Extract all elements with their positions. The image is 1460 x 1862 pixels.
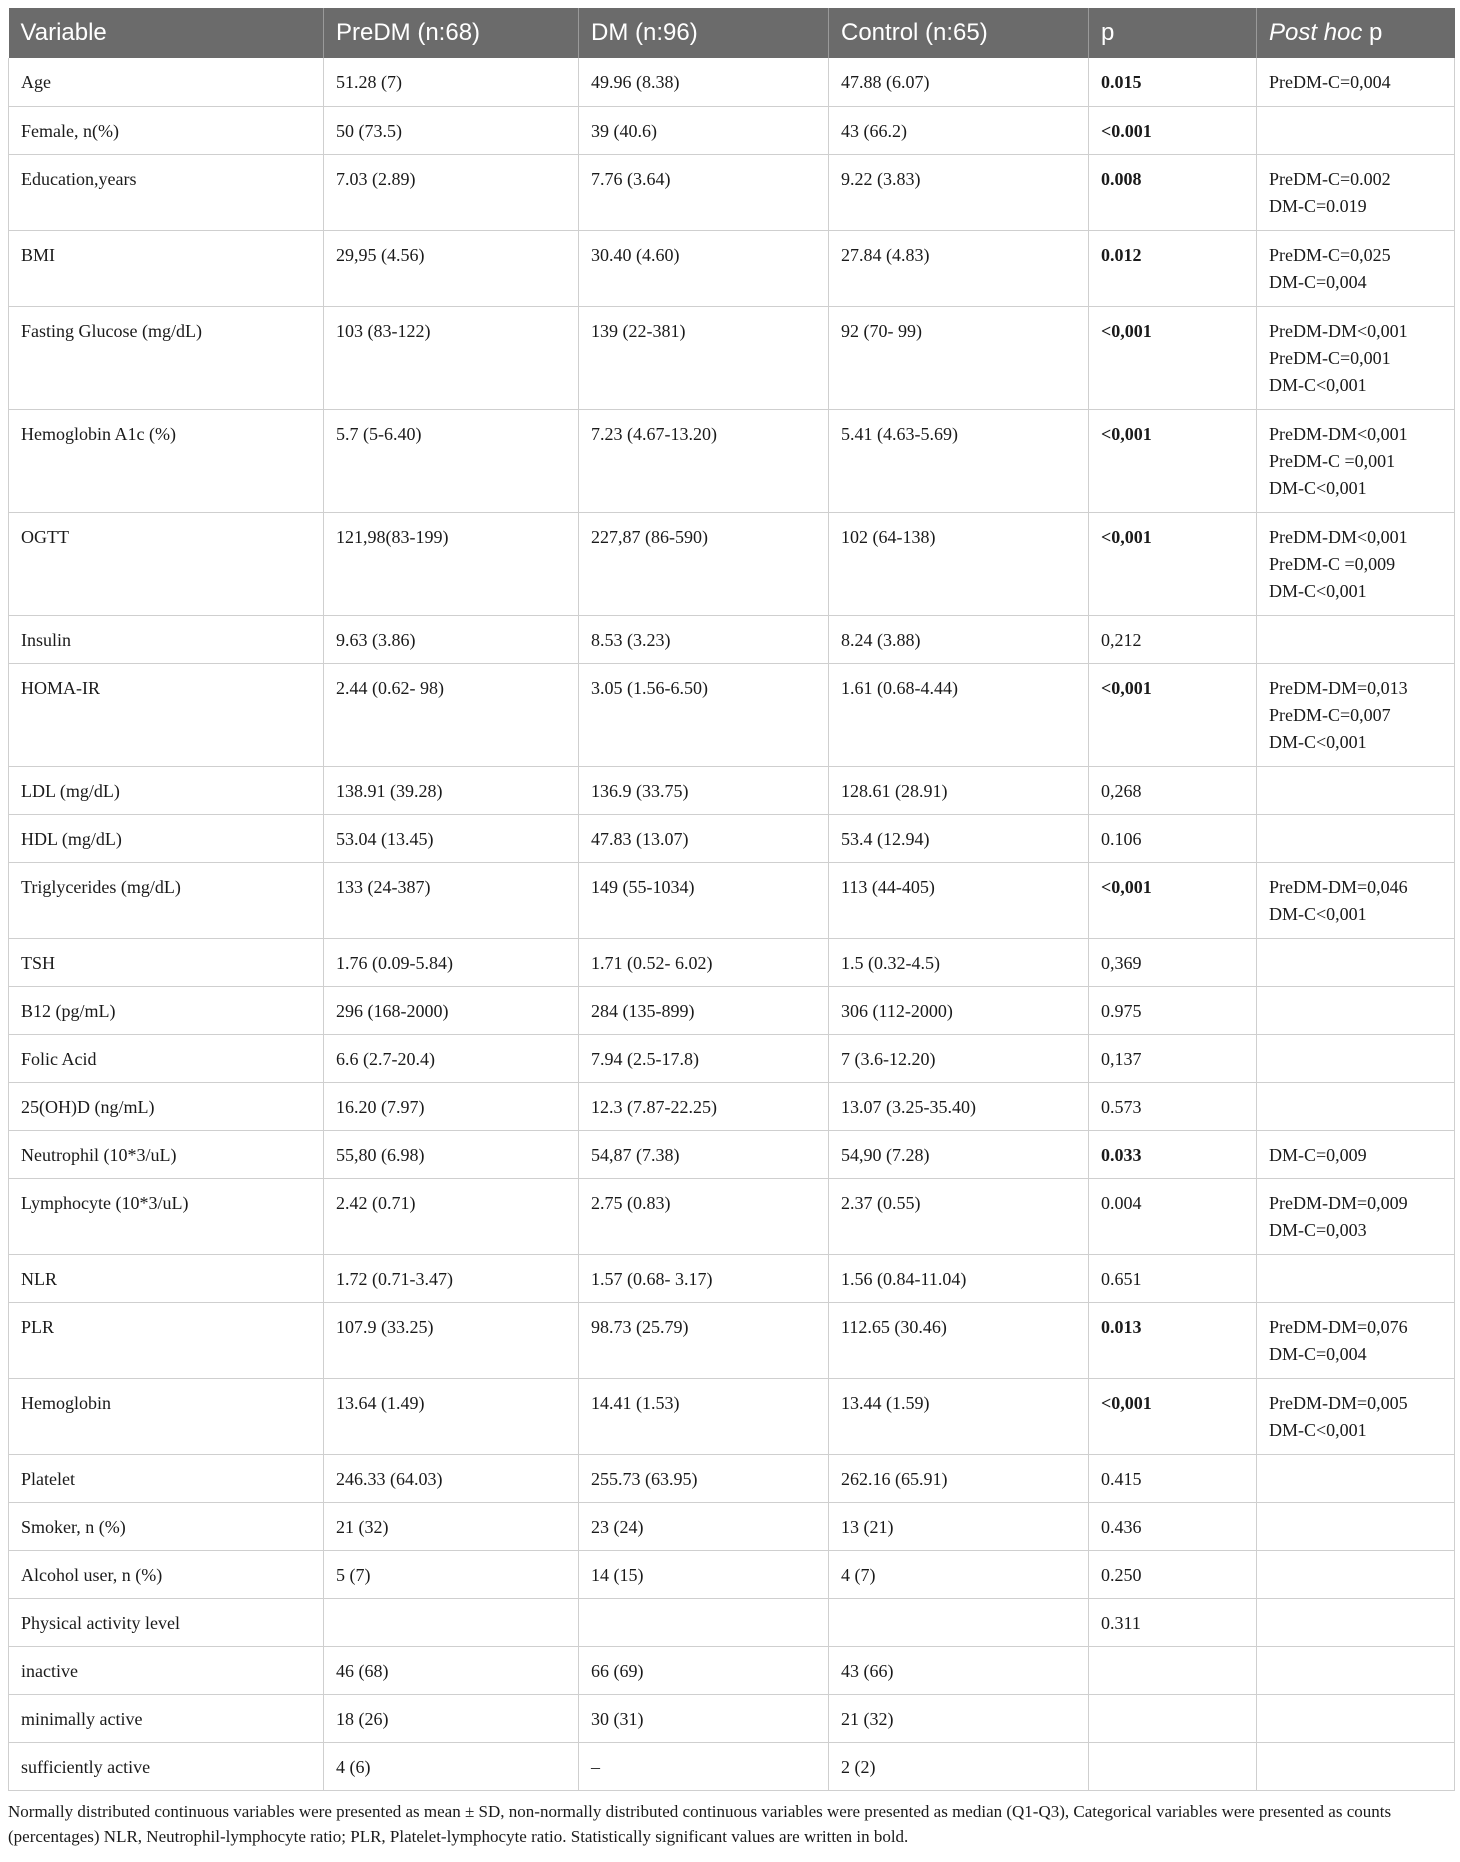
cell-dm: 98.73 (25.79) [579,1302,829,1378]
post-hoc-line: DM-C=0.019 [1269,195,1367,216]
cell-variable: minimally active [9,1694,324,1742]
table-row [9,1254,1455,1302]
cell-post-hoc [1257,306,1455,409]
post-hoc-line: DM-C<0,001 [1269,1419,1367,1440]
post-hoc-line: DM-C=0,004 [1269,1343,1367,1364]
cell-post-hoc [1257,615,1455,663]
cell-predm: 18 (26) [324,1694,579,1742]
table-row [9,1646,1455,1694]
cell-variable: Folic Acid [9,1034,324,1082]
cell-predm: 51.28 (7) [324,58,579,106]
cell-dm: 66 (69) [579,1646,829,1694]
cell-p: 0.573 [1089,1082,1257,1130]
cell-variable: Alcohol user, n (%) [9,1550,324,1598]
cell-predm: 29,95 (4.56) [324,230,579,306]
cell-control: 102 (64-138) [829,512,1089,615]
cell-predm: 103 (83-122) [324,306,579,409]
cell-predm: 21 (32) [324,1502,579,1550]
cell-post-hoc [1257,1302,1455,1378]
post-hoc-line: PreDM-C=0,001 [1269,347,1391,368]
cell-variable: HOMA-IR [9,663,324,766]
cell-p: <0,001 [1089,1378,1257,1454]
cell-p: <0,001 [1089,512,1257,615]
cell-dm: 227,87 (86-590) [579,512,829,615]
cell-control: 1.5 (0.32-4.5) [829,938,1089,986]
table-row [9,230,1455,306]
cell-predm: 133 (24-387) [324,862,579,938]
results-table [8,8,1455,1791]
header-post-hoc [1257,8,1455,58]
post-hoc-line: PreDM-DM<0,001 [1269,423,1408,444]
table-row [9,814,1455,862]
cell-p: 0.012 [1089,230,1257,306]
cell-control: 306 (112-2000) [829,986,1089,1034]
table-row [9,1302,1455,1378]
cell-p: 0.004 [1089,1178,1257,1254]
cell-post-hoc [1257,230,1455,306]
cell-variable: Physical activity level [9,1598,324,1646]
cell-predm: 5.7 (5-6.40) [324,409,579,512]
cell-dm: 30 (31) [579,1694,829,1742]
cell-dm [579,1598,829,1646]
cell-dm: 14.41 (1.53) [579,1378,829,1454]
cell-p: 0.436 [1089,1502,1257,1550]
post-hoc-line: PreDM-DM=0,005 [1269,1392,1408,1413]
cell-predm: 4 (6) [324,1742,579,1790]
cell-post-hoc [1257,1598,1455,1646]
cell-post-hoc [1257,1550,1455,1598]
cell-p: 0.033 [1089,1130,1257,1178]
cell-variable: Triglycerides (mg/dL) [9,862,324,938]
cell-predm: 138.91 (39.28) [324,766,579,814]
table-header-row [9,8,1455,58]
cell-variable: Education,years [9,154,324,230]
cell-control: 13 (21) [829,1502,1089,1550]
table-body [9,58,1455,1790]
header-predm: PreDM (n:68) [324,8,579,58]
cell-variable: TSH [9,938,324,986]
cell-p: 0.013 [1089,1302,1257,1378]
cell-dm: – [579,1742,829,1790]
post-hoc-line: DM-C=0,003 [1269,1219,1367,1240]
cell-post-hoc [1257,154,1455,230]
post-hoc-line: DM-C<0,001 [1269,580,1367,601]
cell-p: 0.651 [1089,1254,1257,1302]
cell-control [829,1598,1089,1646]
cell-p [1089,1694,1257,1742]
table-row [9,1178,1455,1254]
cell-predm: 2.42 (0.71) [324,1178,579,1254]
cell-variable: BMI [9,230,324,306]
cell-control: 21 (32) [829,1694,1089,1742]
cell-control: 27.84 (4.83) [829,230,1089,306]
post-hoc-line: PreDM-C =0,009 [1269,553,1396,574]
cell-predm: 2.44 (0.62- 98) [324,663,579,766]
cell-control: 43 (66.2) [829,106,1089,154]
cell-p: 0.311 [1089,1598,1257,1646]
cell-variable: Lymphocyte (10*3/uL) [9,1178,324,1254]
table-row [9,1742,1455,1790]
cell-dm: 1.71 (0.52- 6.02) [579,938,829,986]
table-row [9,106,1455,154]
cell-dm: 2.75 (0.83) [579,1178,829,1254]
header-dm: DM (n:96) [579,8,829,58]
cell-post-hoc [1257,1178,1455,1254]
cell-predm: 121,98(83-199) [324,512,579,615]
post-hoc-line: DM-C=0,004 [1269,271,1367,292]
table-row [9,1034,1455,1082]
cell-p: <0.001 [1089,106,1257,154]
cell-control: 1.56 (0.84-11.04) [829,1254,1089,1302]
cell-post-hoc [1257,409,1455,512]
cell-p [1089,1646,1257,1694]
cell-variable: Platelet [9,1454,324,1502]
post-hoc-line: PreDM-DM<0,001 [1269,526,1408,547]
cell-predm: 50 (73.5) [324,106,579,154]
cell-predm: 107.9 (33.25) [324,1302,579,1378]
cell-p: 0.106 [1089,814,1257,862]
cell-control: 262.16 (65.91) [829,1454,1089,1502]
table-footnote: Normally distributed continuous variables were presented as mean ± SD, non-normally distributed continuous variables were presented as median (Q1-Q3), Categorical variables were presented as counts (percentages) NLR, Neutrophil-lymphocyte ratio; PLR, Platelet-lymphocyte ratio. Statistically significant values are written in bold. [8,1801,1392,1846]
cell-control: 13.44 (1.59) [829,1378,1089,1454]
cell-predm: 53.04 (13.45) [324,814,579,862]
table-row [9,1502,1455,1550]
cell-dm: 23 (24) [579,1502,829,1550]
cell-p [1089,1742,1257,1790]
cell-variable: Neutrophil (10*3/uL) [9,1130,324,1178]
header-variable: Variable [9,8,324,58]
cell-post-hoc [1257,1646,1455,1694]
table-row [9,663,1455,766]
cell-predm: 7.03 (2.89) [324,154,579,230]
cell-post-hoc [1257,58,1455,106]
post-hoc-line: PreDM-C=0,004 [1269,72,1391,92]
cell-post-hoc [1257,986,1455,1034]
table-row [9,1378,1455,1454]
cell-control: 5.41 (4.63-5.69) [829,409,1089,512]
cell-post-hoc [1257,1454,1455,1502]
cell-control: 9.22 (3.83) [829,154,1089,230]
cell-predm: 55,80 (6.98) [324,1130,579,1178]
table-row [9,986,1455,1034]
cell-post-hoc [1257,1034,1455,1082]
cell-p: 0.250 [1089,1550,1257,1598]
cell-p: 0.415 [1089,1454,1257,1502]
cell-p: 0,268 [1089,766,1257,814]
table-row [9,1130,1455,1178]
cell-variable: inactive [9,1646,324,1694]
table-row [9,512,1455,615]
cell-post-hoc [1257,106,1455,154]
cell-variable: NLR [9,1254,324,1302]
cell-predm: 6.6 (2.7-20.4) [324,1034,579,1082]
cell-post-hoc [1257,814,1455,862]
cell-predm: 46 (68) [324,1646,579,1694]
cell-control: 112.65 (30.46) [829,1302,1089,1378]
table-row [9,862,1455,938]
cell-post-hoc [1257,938,1455,986]
cell-control: 53.4 (12.94) [829,814,1089,862]
post-hoc-line: PreDM-DM<0,001 [1269,320,1408,341]
cell-p: <0,001 [1089,862,1257,938]
cell-control: 47.88 (6.07) [829,58,1089,106]
cell-predm: 13.64 (1.49) [324,1378,579,1454]
post-hoc-line: PreDM-C=0.002 [1269,168,1391,189]
cell-variable: HDL (mg/dL) [9,814,324,862]
cell-variable: OGTT [9,512,324,615]
cell-post-hoc [1257,862,1455,938]
table-row [9,1454,1455,1502]
cell-variable: 25(OH)D (ng/mL) [9,1082,324,1130]
cell-dm: 49.96 (8.38) [579,58,829,106]
cell-variable: Hemoglobin [9,1378,324,1454]
table-row [9,154,1455,230]
cell-variable: sufficiently active [9,1742,324,1790]
cell-dm: 7.76 (3.64) [579,154,829,230]
cell-variable: LDL (mg/dL) [9,766,324,814]
cell-variable: Fasting Glucose (mg/dL) [9,306,324,409]
post-hoc-line: PreDM-DM=0,009 [1269,1192,1408,1213]
table-container [8,8,1454,1849]
table-row [9,1694,1455,1742]
cell-dm: 1.57 (0.68- 3.17) [579,1254,829,1302]
header-post-hoc-italic: Post hoc [1269,19,1363,46]
cell-predm: 1.72 (0.71-3.47) [324,1254,579,1302]
cell-control: 1.61 (0.68-4.44) [829,663,1089,766]
cell-control: 2.37 (0.55) [829,1178,1089,1254]
cell-dm: 54,87 (7.38) [579,1130,829,1178]
cell-dm: 30.40 (4.60) [579,230,829,306]
table-row [9,58,1455,106]
cell-predm: 5 (7) [324,1550,579,1598]
cell-dm: 47.83 (13.07) [579,814,829,862]
post-hoc-line: PreDM-DM=0,046 [1269,876,1408,897]
table-row [9,766,1455,814]
cell-p: 0,212 [1089,615,1257,663]
cell-predm [324,1598,579,1646]
cell-variable: Hemoglobin A1c (%) [9,409,324,512]
table-row [9,409,1455,512]
cell-p: <0,001 [1089,409,1257,512]
cell-post-hoc [1257,1502,1455,1550]
post-hoc-line: PreDM-C=0,025 [1269,244,1391,265]
post-hoc-line: PreDM-C=0,007 [1269,704,1391,725]
cell-control: 7 (3.6-12.20) [829,1034,1089,1082]
cell-post-hoc [1257,663,1455,766]
header-post-hoc-rest: p [1362,19,1383,46]
cell-p: 0.008 [1089,154,1257,230]
cell-p: 0,137 [1089,1034,1257,1082]
cell-variable: Insulin [9,615,324,663]
cell-dm: 136.9 (33.75) [579,766,829,814]
cell-post-hoc [1257,1742,1455,1790]
cell-dm: 39 (40.6) [579,106,829,154]
cell-variable: Female, n(%) [9,106,324,154]
table-row [9,938,1455,986]
post-hoc-line: DM-C=0,009 [1269,1144,1367,1165]
post-hoc-line: PreDM-C =0,001 [1269,450,1396,471]
cell-p: 0.975 [1089,986,1257,1034]
cell-p: <0,001 [1089,663,1257,766]
cell-control: 13.07 (3.25-35.40) [829,1082,1089,1130]
post-hoc-line: PreDM-DM=0,076 [1269,1316,1408,1337]
cell-control: 54,90 (7.28) [829,1130,1089,1178]
post-hoc-line: DM-C<0,001 [1269,903,1367,924]
cell-dm: 139 (22-381) [579,306,829,409]
cell-dm: 149 (55-1034) [579,862,829,938]
cell-control: 2 (2) [829,1742,1089,1790]
cell-post-hoc [1257,1378,1455,1454]
cell-p: 0,369 [1089,938,1257,986]
header-p: p [1089,8,1257,58]
cell-control: 113 (44-405) [829,862,1089,938]
cell-predm: 296 (168-2000) [324,986,579,1034]
cell-dm: 7.94 (2.5-17.8) [579,1034,829,1082]
header-control: Control (n:65) [829,8,1089,58]
table-row [9,615,1455,663]
cell-dm: 14 (15) [579,1550,829,1598]
post-hoc-line: DM-C<0,001 [1269,374,1367,395]
cell-post-hoc [1257,1082,1455,1130]
cell-post-hoc [1257,766,1455,814]
cell-predm: 246.33 (64.03) [324,1454,579,1502]
cell-control: 43 (66) [829,1646,1089,1694]
cell-control: 4 (7) [829,1550,1089,1598]
cell-dm: 12.3 (7.87-22.25) [579,1082,829,1130]
cell-dm: 284 (135-899) [579,986,829,1034]
cell-p: <0,001 [1089,306,1257,409]
cell-control: 8.24 (3.88) [829,615,1089,663]
cell-post-hoc [1257,512,1455,615]
cell-predm: 9.63 (3.86) [324,615,579,663]
cell-post-hoc [1257,1254,1455,1302]
cell-variable: B12 (pg/mL) [9,986,324,1034]
cell-predm: 16.20 (7.97) [324,1082,579,1130]
cell-dm: 8.53 (3.23) [579,615,829,663]
post-hoc-line: DM-C<0,001 [1269,477,1367,498]
table-row [9,1598,1455,1646]
table-row [9,1550,1455,1598]
cell-variable: PLR [9,1302,324,1378]
cell-predm: 1.76 (0.09-5.84) [324,938,579,986]
cell-p: 0.015 [1089,58,1257,106]
cell-dm: 255.73 (63.95) [579,1454,829,1502]
cell-variable: Smoker, n (%) [9,1502,324,1550]
post-hoc-line: DM-C<0,001 [1269,731,1367,752]
cell-dm: 7.23 (4.67-13.20) [579,409,829,512]
cell-dm: 3.05 (1.56-6.50) [579,663,829,766]
cell-control: 128.61 (28.91) [829,766,1089,814]
cell-variable: Age [9,58,324,106]
post-hoc-line: PreDM-DM=0,013 [1269,677,1408,698]
table-row [9,1082,1455,1130]
cell-control: 92 (70- 99) [829,306,1089,409]
cell-post-hoc [1257,1694,1455,1742]
cell-post-hoc [1257,1130,1455,1178]
table-row [9,306,1455,409]
